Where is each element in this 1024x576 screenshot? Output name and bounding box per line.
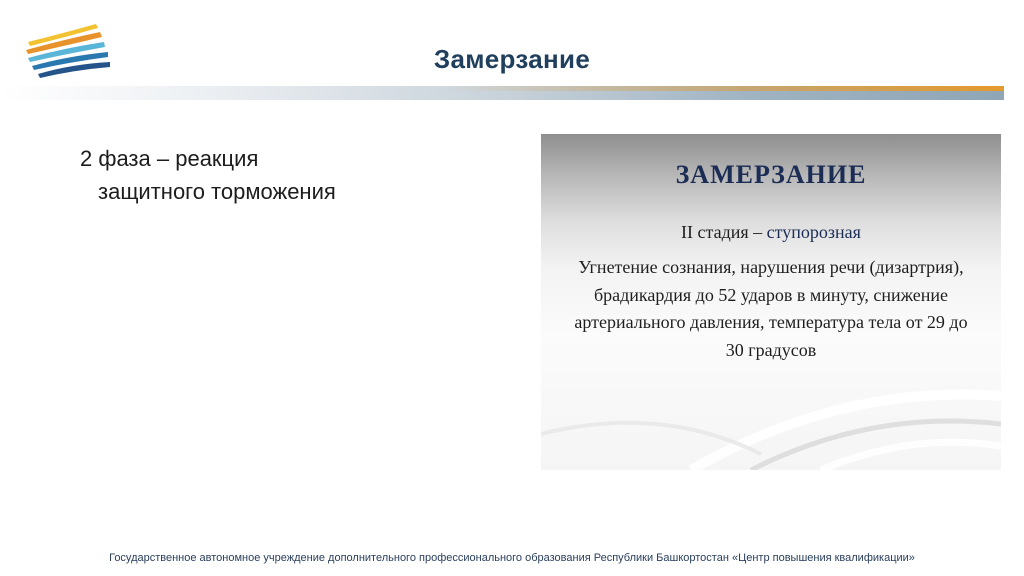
page-title: Замерзание — [433, 44, 591, 74]
panel-stage — [541, 222, 1001, 243]
bullet-line-2: защитного торможения — [98, 179, 336, 204]
bullet-line-1: 2 фаза – реакция — [80, 146, 259, 171]
panel-title: ЗАМЕРЗАНИЕ — [675, 160, 867, 189]
bullet-text — [80, 142, 500, 208]
panel-stage-name: ступорозная — [766, 222, 861, 242]
embedded-slide-image — [541, 134, 1001, 470]
panel-body-text: Угнетение сознания, нарушения речи (дизартрия), брадикардия до 52 ударов в минуту, снижение артериального давления, температура тела от 29 до 30 градусов — [574, 257, 968, 360]
header-divider — [0, 86, 1004, 100]
panel-stage-prefix: II стадия – — [681, 222, 767, 242]
footer-text: Государственное автономное учреждение дополнительного профессионального образования Республики Башкортостан «Центр повышения квалификации» — [109, 552, 915, 564]
